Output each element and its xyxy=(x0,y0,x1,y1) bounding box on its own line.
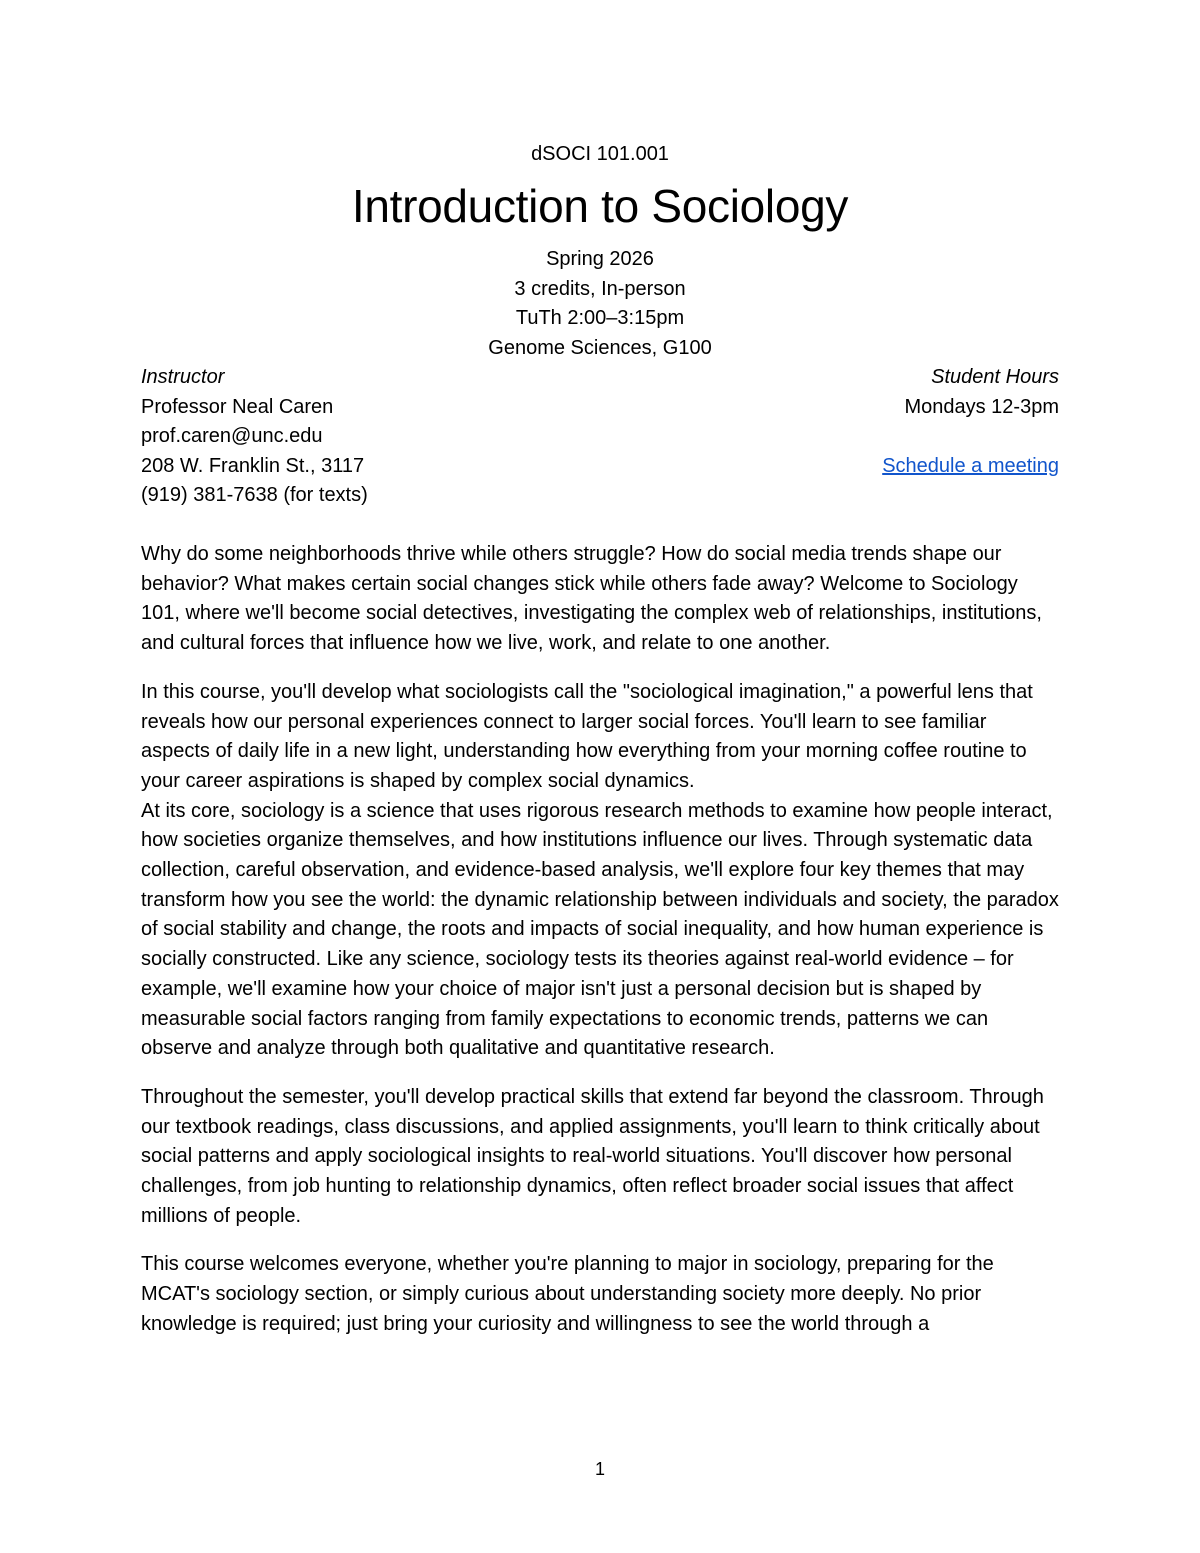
course-credits: 3 credits, In-person xyxy=(514,277,686,300)
paragraph-imagination: In this course, you'll develop what sociologists call the "sociological imagination," a powerful lens that reveals how our personal experiences connect to larger social forces. You'll learn to see familiar aspects of daily life in a new light, understanding how everything from your morning coffee routine to your career aspirations is shaped by complex social dynamics. xyxy=(141,680,1033,792)
paragraph-science: At its core, sociology is a science that uses rigorous research methods to examine how people interact, how societies organize themselves, and how institutions influence our lives. Through systematic data collection, careful observation, and evidence-based analysis, we'll explore four key themes that may transform how you see the world: the dynamic relationship between individuals and society, the paradox of social stability and change, the roots and impacts of social inequality, and how human experience is socially constructed. Like any science, sociology tests its theories against real-world evidence – for example, we'll examine how your choice of major isn't just a personal decision but is shaped by measurable social factors ranging from family expectations to economic trends, patterns we can observe and analyze through both qualitative and quantitative research. xyxy=(141,799,1059,1060)
course-term: Spring 2026 xyxy=(546,248,654,270)
student-hours-spacer xyxy=(882,422,1059,452)
course-schedule: TuTh 2:00–3:15pm xyxy=(515,307,685,329)
document-page xyxy=(141,0,1059,1553)
paragraph-skills: Throughout the semester, you'll develop practical skills that extend far beyond the classroom. Through our textbook readings, class discussions, and applied assignments, you'll learn to think critically about social patterns and apply sociological insights to real-world situations. You'll discover how personal challenges, from job hunting to relationship dynamics, often reflect broader social issues that affect millions of people. xyxy=(141,1085,1044,1227)
instructor-email: prof.caren@unc.edu xyxy=(141,425,323,447)
instructor-name: Professor Neal Caren xyxy=(141,395,334,418)
student-hours-heading: Student Hours xyxy=(931,366,1059,388)
course-description xyxy=(141,540,1059,1359)
instructor-block xyxy=(141,363,368,511)
course-location: Genome Sciences, G100 xyxy=(488,336,712,359)
course-header xyxy=(141,139,1059,363)
page-number: 1 xyxy=(594,1459,605,1479)
course-title: Introduction to Sociology xyxy=(351,180,849,232)
paragraph-intro: Why do some neighborhoods thrive while others struggle? How do social media trends shape our behavior? What makes certain social changes stick while others fade away? Welcome to Sociology 101, where we'll become social detectives, investigating the complex web of relationships, institutions, and cultural forces that influence how we live, work, and relate to one another. xyxy=(141,543,1042,655)
student-hours-time: Mondays 12-3pm xyxy=(904,395,1059,418)
instructor-heading: Instructor xyxy=(141,366,225,388)
instructor-phone: (919) 381-7638 (for texts) xyxy=(141,484,368,506)
schedule-meeting-link[interactable]: Schedule a meeting xyxy=(882,454,1059,477)
instructor-office: 208 W. Franklin St., 3117 xyxy=(141,454,365,477)
paragraph-welcome: This course welcomes everyone, whether you're planning to major in sociology, preparing for the MCAT's sociology section, or simply curious about understanding society more deeply. No prior knowledge is required; just bring your curiosity and willingness to see the world through a xyxy=(141,1253,994,1335)
course-code: dSOCI 101.001 xyxy=(531,143,669,165)
student-hours-block xyxy=(882,363,1059,481)
